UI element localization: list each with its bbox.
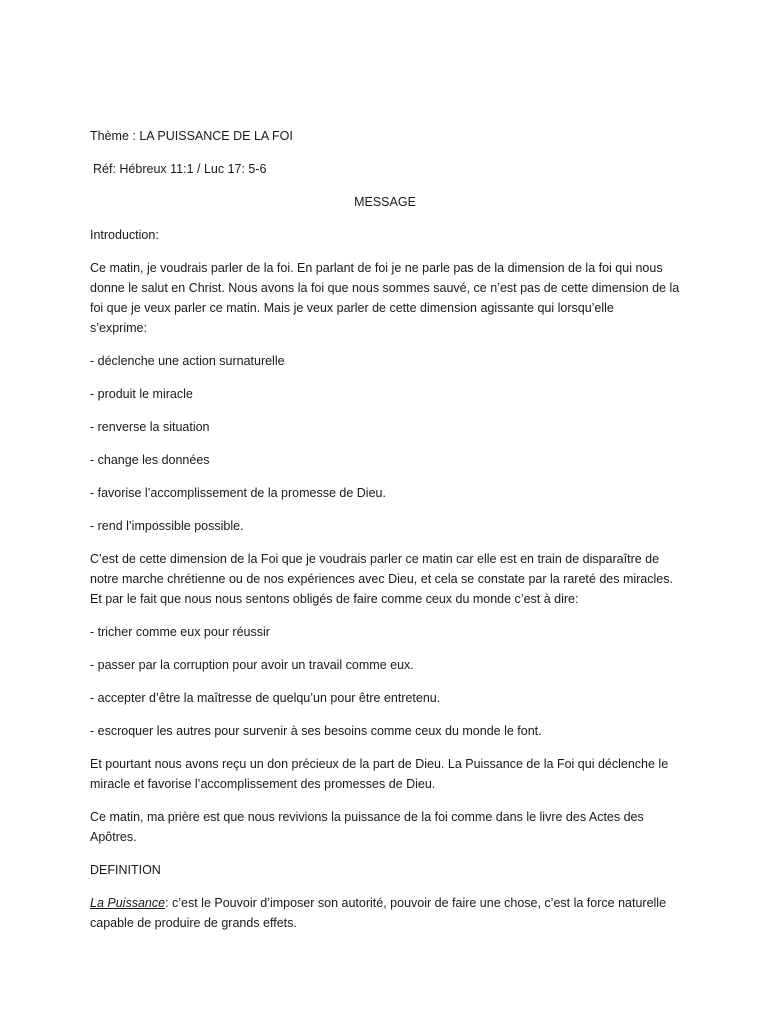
text-line: Ce matin, je voudrais parler de la foi. En parlant de foi je ne parle pas de la dimension de la foi qui nous xyxy=(90,261,663,275)
list-item: - produit le miracle xyxy=(90,387,193,401)
text-line: donne le salut en Christ. Nous avons la foi que nous sommes sauvé, ce n’est pas de cette dimension de la xyxy=(90,281,680,295)
paragraph-don xyxy=(90,754,680,794)
text-line: Et par le fait que nous nous sentons obligés de faire comme ceux du monde c’est à dire: xyxy=(90,592,579,606)
list-item: - déclenche une action surnaturelle xyxy=(90,354,285,368)
list-item: - change les données xyxy=(90,453,210,467)
text-line: miracle et favorise l’accomplissement des promesses de Dieu. xyxy=(90,777,436,791)
text-line: capable de produire de grands effets. xyxy=(90,916,297,930)
document-page xyxy=(90,126,680,946)
text-line: C’est de cette dimension de la Foi que je voudrais parler ce matin car elle est en train de disparaître de xyxy=(90,552,660,566)
text-line: Ce matin, ma prière est que nous revivions la puissance de la foi comme dans le livre des Actes des xyxy=(90,810,644,824)
text-line: Apôtres. xyxy=(90,830,137,844)
text-line: Et pourtant nous avons reçu un don précieux de la part de Dieu. La Puissance de la Foi qui déclenche le xyxy=(90,757,669,771)
text-line xyxy=(90,893,680,913)
theme-line: Thème : LA PUISSANCE DE LA FOI xyxy=(90,129,293,143)
list-item: - favorise l’accomplissement de la promesse de Dieu. xyxy=(90,486,386,500)
definition-text: : c’est le Pouvoir d’imposer son autorité, pouvoir de faire une chose, c’est la force naturelle xyxy=(165,896,667,910)
text-line: notre marche chrétienne ou de nos expériences avec Dieu, et cela se constate par la rareté des miracles. xyxy=(90,572,673,586)
list-item: - escroquer les autres pour survenir à ses besoins comme ceux du monde le font. xyxy=(90,724,542,738)
text-line: s’exprime: xyxy=(90,321,147,335)
paragraph-dimension xyxy=(90,549,680,609)
definition-term: La Puissance xyxy=(90,896,166,910)
list-item: - rend l’impossible possible. xyxy=(90,519,244,533)
list-item: - renverse la situation xyxy=(90,420,210,434)
text-line: foi que je veux parler ce matin. Mais je veux parler de cette dimension agissante qui lorsqu’elle xyxy=(90,301,614,315)
list-item: - passer par la corruption pour avoir un travail comme eux. xyxy=(90,658,414,672)
definition-paragraph xyxy=(90,893,680,933)
introduction-heading: Introduction: xyxy=(90,228,159,242)
introduction-paragraph xyxy=(90,258,680,338)
definition-heading: DEFINITION xyxy=(90,863,161,877)
paragraph-priere xyxy=(90,807,680,847)
list-item: - tricher comme eux pour réussir xyxy=(90,625,270,639)
message-heading: MESSAGE xyxy=(354,195,416,209)
reference-line: Réf: Hébreux 11:1 / Luc 17: 5-6 xyxy=(93,162,267,176)
list-item: - accepter d’être la maîtresse de quelqu’un pour être entretenu. xyxy=(90,691,441,705)
